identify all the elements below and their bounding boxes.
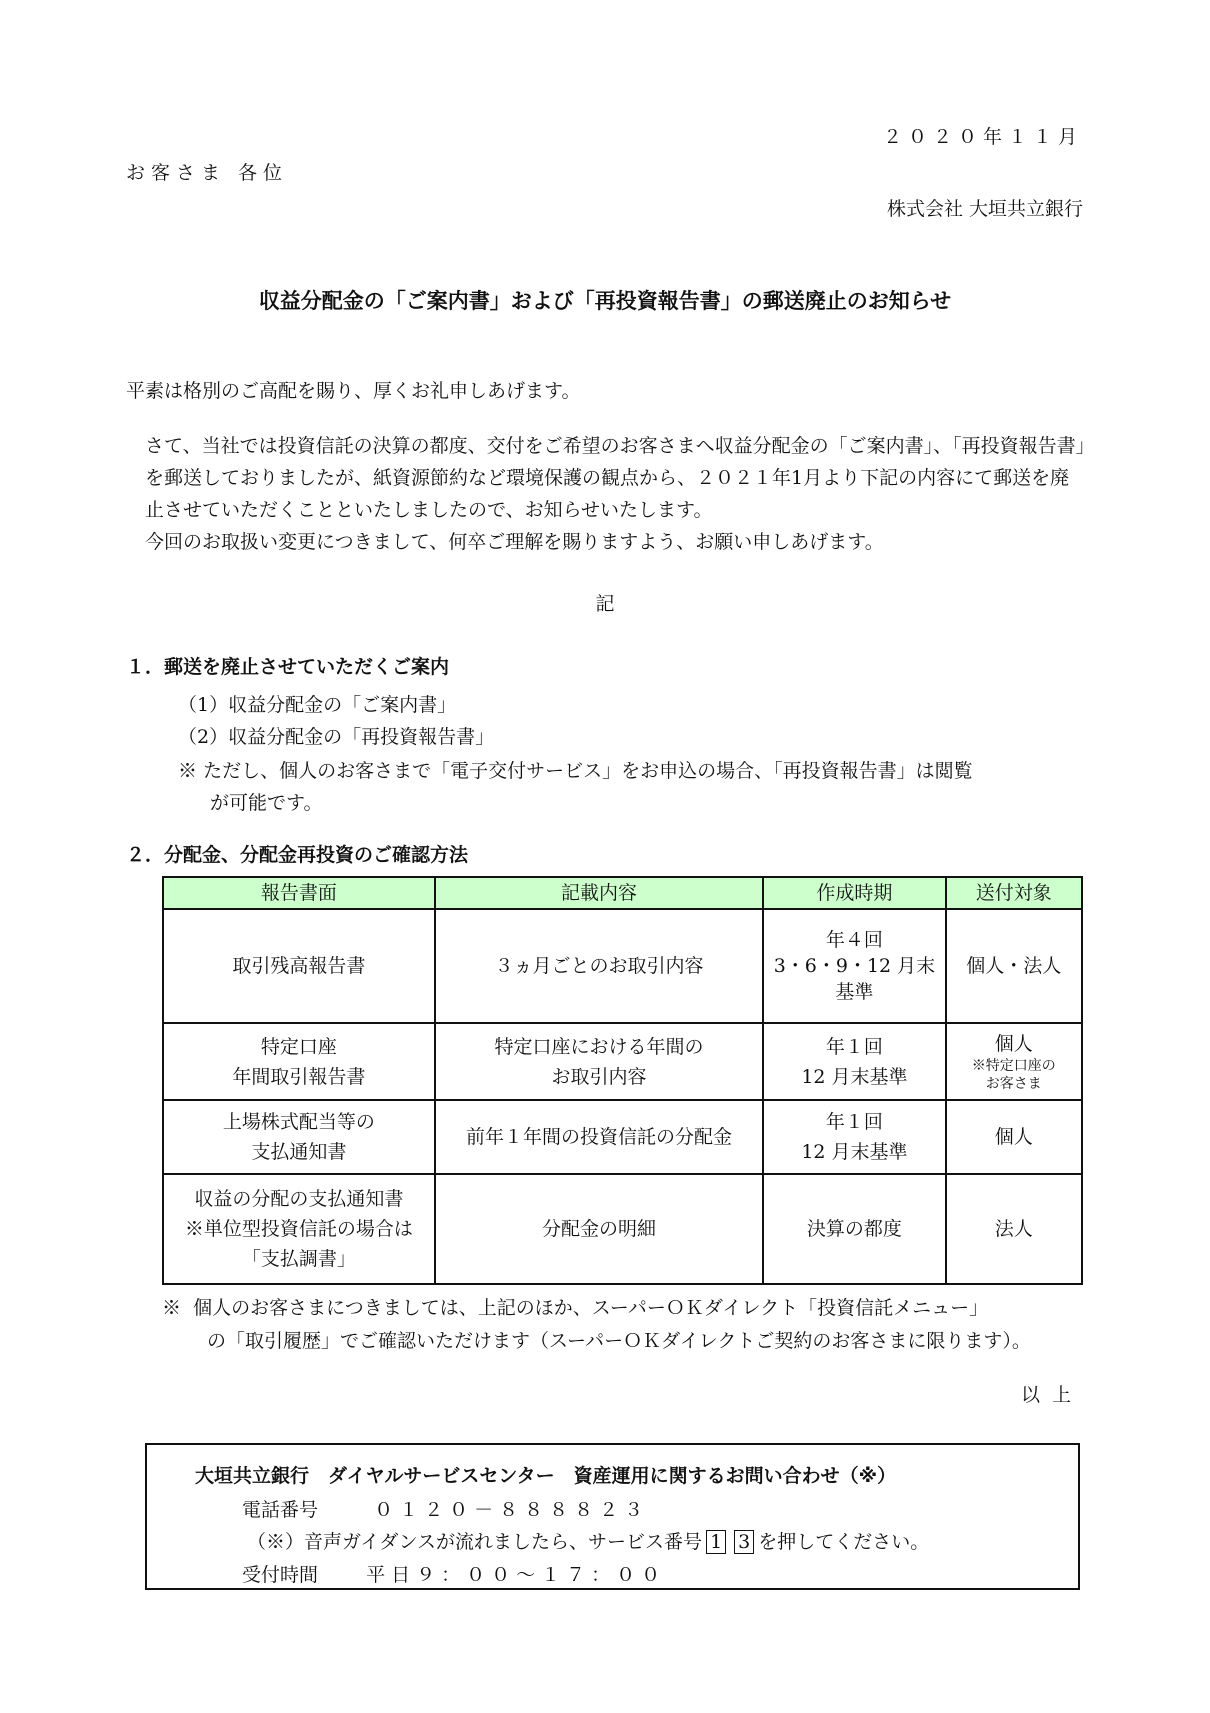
note-line: 個人のお客さまにつきましては、上記のほか、スーパーＯＫダイレクト「投資信託メニュー」 [193,1297,989,1319]
section-1-note [178,755,1084,819]
target-note: お客さま [985,1075,1042,1092]
column-header: 作成時期 [763,877,945,909]
cell-timing: 年４回 3・6・9・12 月末 基準 [763,909,945,1023]
cell-content: 前年１年間の投資信託の分配金 [435,1100,763,1174]
hours-value: 平日９：００～１７：００ [366,1564,667,1586]
cell-document: 取引残高報告書 [163,909,435,1023]
cell-document: 収益の分配の支払通知書 ※単位型投資信託の場合は 「支払調書」 [163,1174,435,1284]
hours-label: 受付時間 [242,1564,319,1586]
target-note: ※特定口座の [971,1057,1056,1074]
note-line: が可能です。 [210,792,323,814]
phone-label: 電話番号 [242,1499,319,1521]
section-2-note [162,1292,1092,1358]
section-1-item: （2）収益分配金の「再投資報告書」 [178,726,495,748]
cell-target: 法人 [946,1174,1082,1284]
document-title: 収益分配金の「ご案内書」および「再投資報告書」の郵送廃止のお知らせ [258,289,952,313]
cell-target: 個人 ※特定口座の お客さま [946,1023,1082,1100]
cell-target: 個人・法人 [946,909,1082,1023]
column-header: 送付対象 [946,877,1082,909]
note-line: ただし、個人のお客さまで「電子交付サービス」をお申込の場合、「再投資報告書」は閲覧 [203,760,973,782]
service-digit-box: 3 [734,1530,754,1554]
phone-number: ０１２０－８８８８２３ [374,1499,650,1521]
table-row [163,909,1082,1023]
contact-box [145,1443,1080,1590]
contact-heading: 大垣共立銀行 ダイヤルサービスセンター 資産運用に関するお問い合わせ（※） [195,1465,897,1487]
guidance-line [247,1527,929,1554]
column-header: 記載内容 [435,877,763,909]
document-date: ２０２０年１１月 [882,126,1083,148]
cell-target: 個人 [946,1100,1082,1174]
note-mark: ※ [178,760,198,782]
section-1-heading: １．郵送を廃止させていただくご案内 [126,656,450,678]
greeting-paragraph: 平素は格別のご高配を賜り、厚くお礼申しあげます。 [126,380,581,402]
cell-content: 特定口座における年間の お取引内容 [435,1023,763,1100]
table-row [163,1023,1082,1100]
note-line: の「取引履歴」でご確認いただけます（スーパーＯＫダイレクトご契約のお客さまに限ります）。 [207,1330,1031,1352]
addressee: お客さま 各位 [126,162,289,184]
column-header: 報告書面 [163,877,435,909]
guidance-prefix: （※）音声ガイダンスが流れましたら、サービス番号 [247,1531,703,1553]
guidance-suffix: を押してください。 [758,1531,930,1553]
sender-name: 株式会社 大垣共立銀行 [886,198,1083,220]
cell-document: 特定口座 年間取引報告書 [163,1023,435,1100]
hours-line [242,1560,666,1587]
service-digit-box: 1 [706,1530,726,1554]
cell-content: 分配金の明細 [435,1174,763,1284]
ki-marker: 記 [595,593,615,615]
note-mark: ※ [162,1297,182,1319]
cell-document: 上場株式配当等の 支払通知書 [163,1100,435,1174]
cell-content: ３ヵ月ごとのお取引内容 [435,909,763,1023]
table-header-row [163,877,1082,909]
body-paragraph-2-text: 今回のお取扱い変更につきまして、何卒ご理解を賜りますよう、お願い申しあげます。 [145,531,884,553]
body-paragraph-1 [126,430,1086,558]
confirmation-methods-table [162,876,1083,1285]
phone-line [242,1495,649,1522]
cell-timing: 年１回 12 月末基準 [763,1100,945,1174]
closing-mark: 以上 [1020,1384,1083,1406]
section-1-item: （1）収益分配金の「ご案内書」 [178,694,457,716]
cell-timing: 年１回 12 月末基準 [763,1023,945,1100]
cell-timing: 決算の都度 [763,1174,945,1284]
table-row [163,1100,1082,1174]
table-row [163,1174,1082,1284]
section-2-heading: ２．分配金、分配金再投資のご確認方法 [126,844,469,866]
body-paragraph-1-text: さて、当社では投資信託の決算の都度、交付をご希望のお客さまへ収益分配金の「ご案内書」、「再投資報告書」を郵送しておりましたが、紙資源節約など環境保護の観点から、２０２１年1月より下記の内容にて郵送を廃止させていただくことといたしましたので、お知らせいたします。 [145,435,1086,521]
